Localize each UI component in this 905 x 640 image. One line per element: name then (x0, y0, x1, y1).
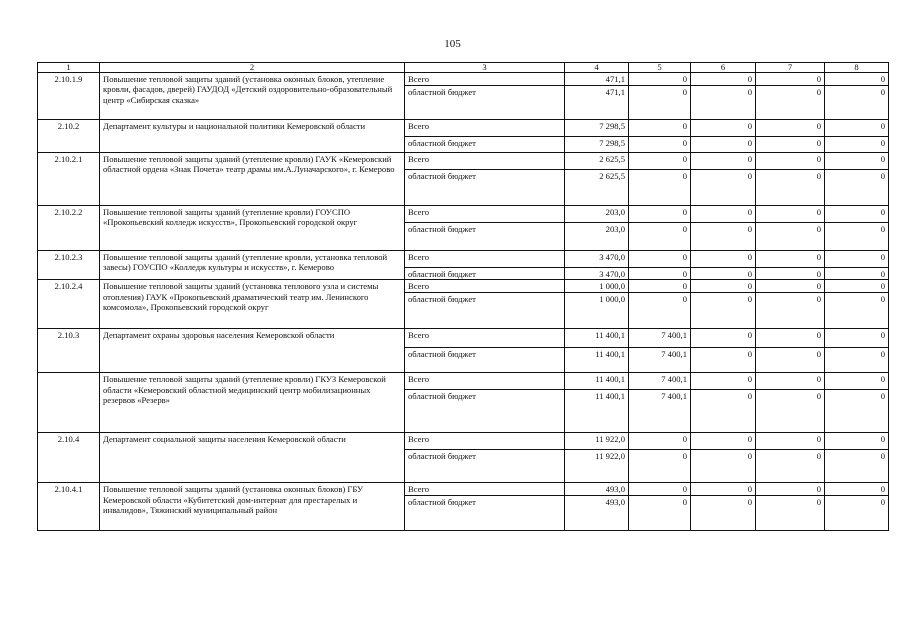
funding-source: областной бюджет (405, 86, 565, 120)
amount-cell: 0 (691, 120, 756, 137)
amount-cell: 0 (825, 73, 889, 86)
amount-cell: 11 400,1 (565, 348, 629, 373)
item-description: Повышение тепловой защиты зданий (установка теплового узла и системы отопления) ГАУК «Прокопьевский драматический театр им. Ленинского комсомола», Прокопьевский городской округ (100, 280, 405, 329)
amount-cell: 0 (825, 137, 889, 153)
amount-cell: 0 (756, 373, 825, 390)
amount-cell: 7 400,1 (629, 348, 691, 373)
col-header: 8 (825, 63, 889, 73)
funding-source: Всего (405, 280, 565, 293)
item-code: 2.10.4.1 (38, 483, 100, 530)
item-code: 2.10.2.2 (38, 206, 100, 251)
amount-cell: 0 (629, 280, 691, 293)
item-code: 2.10.1.9 (38, 73, 100, 120)
col-header: 2 (100, 63, 405, 73)
amount-cell: 0 (629, 120, 691, 137)
funding-source: областной бюджет (405, 137, 565, 153)
amount-cell: 0 (691, 280, 756, 293)
table-row (38, 373, 889, 390)
funding-source: Всего (405, 433, 565, 450)
amount-cell: 0 (756, 495, 825, 530)
amount-cell: 0 (756, 73, 825, 86)
amount-cell: 0 (756, 223, 825, 251)
amount-cell: 0 (756, 268, 825, 280)
item-code (38, 373, 100, 433)
table-row (38, 483, 889, 495)
amount-cell: 7 400,1 (629, 329, 691, 348)
table-row (38, 280, 889, 293)
amount-cell: 0 (691, 170, 756, 206)
amount-cell: 0 (756, 206, 825, 223)
amount-cell: 0 (756, 348, 825, 373)
amount-cell: 0 (629, 251, 691, 268)
amount-cell: 0 (756, 120, 825, 137)
funding-source: Всего (405, 251, 565, 268)
funding-source: Всего (405, 206, 565, 223)
amount-cell: 0 (629, 73, 691, 86)
item-code: 2.10.2.3 (38, 251, 100, 280)
amount-cell: 0 (756, 137, 825, 153)
header-row (38, 63, 889, 73)
funding-source: областной бюджет (405, 293, 565, 329)
funding-source: Всего (405, 120, 565, 137)
funding-source: областной бюджет (405, 390, 565, 433)
amount-cell: 0 (756, 329, 825, 348)
funding-source: Всего (405, 73, 565, 86)
amount-cell: 0 (691, 329, 756, 348)
amount-cell: 0 (756, 483, 825, 495)
amount-cell: 0 (691, 433, 756, 450)
amount-cell: 1 000,0 (565, 293, 629, 329)
amount-cell: 0 (825, 223, 889, 251)
item-description: Повышение тепловой защиты зданий (утепление кровли, установка тепловой завесы) ГОУСПО «Колледж культуры и искусств», г. Кемерово (100, 251, 405, 280)
amount-cell: 1 000,0 (565, 280, 629, 293)
amount-cell: 11 922,0 (565, 450, 629, 483)
amount-cell: 471,1 (565, 73, 629, 86)
amount-cell: 203,0 (565, 223, 629, 251)
item-description: Повышение тепловой защиты зданий (установка оконных блоков) ГБУ Кемеровской области «Кубитетский дом-интернат для престарелых и инвалидов», Тяжинский муниципальный район (100, 483, 405, 530)
item-description: Повышение тепловой защиты зданий (утепление кровли) ГАУК «Кемеровский областной ордена «Знак Почета» театр драмы им.А.Луначарского», г. Кемерово (100, 153, 405, 206)
amount-cell: 0 (825, 373, 889, 390)
amount-cell: 0 (691, 137, 756, 153)
funding-source: Всего (405, 153, 565, 170)
amount-cell: 0 (756, 450, 825, 483)
amount-cell: 7 298,5 (565, 120, 629, 137)
item-code: 2.10.2.1 (38, 153, 100, 206)
col-header: 6 (691, 63, 756, 73)
amount-cell: 0 (629, 170, 691, 206)
item-code: 2.10.3 (38, 329, 100, 373)
amount-cell: 0 (691, 390, 756, 433)
table-row (38, 153, 889, 170)
amount-cell: 7 400,1 (629, 373, 691, 390)
amount-cell: 471,1 (565, 86, 629, 120)
table-row (38, 433, 889, 450)
amount-cell: 0 (756, 293, 825, 329)
amount-cell: 0 (691, 293, 756, 329)
item-code: 2.10.4 (38, 433, 100, 483)
amount-cell: 493,0 (565, 483, 629, 495)
amount-cell: 0 (825, 390, 889, 433)
amount-cell: 0 (629, 137, 691, 153)
amount-cell: 0 (691, 86, 756, 120)
amount-cell: 0 (825, 433, 889, 450)
table-row (38, 329, 889, 348)
col-header: 3 (405, 63, 565, 73)
amount-cell: 0 (691, 268, 756, 280)
amount-cell: 2 625,5 (565, 170, 629, 206)
col-header: 1 (38, 63, 100, 73)
amount-cell: 0 (825, 120, 889, 137)
table-body (38, 73, 889, 531)
amount-cell: 0 (629, 223, 691, 251)
amount-cell: 0 (825, 483, 889, 495)
amount-cell: 0 (825, 293, 889, 329)
amount-cell: 11 400,1 (565, 373, 629, 390)
amount-cell: 0 (629, 433, 691, 450)
amount-cell: 0 (691, 450, 756, 483)
amount-cell: 0 (691, 483, 756, 495)
amount-cell: 0 (756, 433, 825, 450)
amount-cell: 0 (825, 153, 889, 170)
col-header: 7 (756, 63, 825, 73)
amount-cell: 0 (691, 73, 756, 86)
amount-cell: 2 625,5 (565, 153, 629, 170)
amount-cell: 0 (756, 153, 825, 170)
amount-cell: 0 (629, 268, 691, 280)
amount-cell: 11 922,0 (565, 433, 629, 450)
amount-cell: 493,0 (565, 495, 629, 530)
amount-cell: 7 400,1 (629, 390, 691, 433)
amount-cell: 0 (629, 206, 691, 223)
funding-source: областной бюджет (405, 223, 565, 251)
amount-cell: 0 (691, 206, 756, 223)
page-number: 105 (444, 38, 461, 50)
item-code: 2.10.2.4 (38, 280, 100, 329)
amount-cell: 0 (756, 86, 825, 120)
funding-source: Всего (405, 373, 565, 390)
amount-cell: 0 (756, 280, 825, 293)
amount-cell: 0 (691, 373, 756, 390)
amount-cell: 0 (825, 450, 889, 483)
funding-source: областной бюджет (405, 268, 565, 280)
amount-cell: 3 470,0 (565, 251, 629, 268)
amount-cell: 0 (756, 251, 825, 268)
funding-source: Всего (405, 329, 565, 348)
amount-cell: 0 (825, 280, 889, 293)
funding-source: Всего (405, 483, 565, 495)
amount-cell: 0 (691, 348, 756, 373)
amount-cell: 203,0 (565, 206, 629, 223)
funding-source: областной бюджет (405, 495, 565, 530)
amount-cell: 11 400,1 (565, 390, 629, 433)
amount-cell: 0 (629, 153, 691, 170)
table-row (38, 73, 889, 86)
amount-cell: 0 (825, 251, 889, 268)
amount-cell: 3 470,0 (565, 268, 629, 280)
amount-cell: 0 (629, 483, 691, 495)
amount-cell: 0 (629, 293, 691, 329)
amount-cell: 11 400,1 (565, 329, 629, 348)
amount-cell: 0 (756, 170, 825, 206)
funding-source: областной бюджет (405, 170, 565, 206)
amount-cell: 0 (691, 251, 756, 268)
table-row (38, 251, 889, 268)
item-description: Повышение тепловой защиты зданий (утепление кровли) ГКУЗ Кемеровской области «Кемеровский областной медицинский центр мобилизационных резервов «Резерв» (100, 373, 405, 433)
funding-source: областной бюджет (405, 348, 565, 373)
amount-cell: 0 (825, 268, 889, 280)
item-description: Повышение тепловой защиты зданий (утепление кровли) ГОУСПО «Прокопьевский колледж искусств», Прокопьевский городской округ (100, 206, 405, 251)
col-header: 4 (565, 63, 629, 73)
col-header: 5 (629, 63, 691, 73)
amount-cell: 0 (756, 390, 825, 433)
amount-cell: 0 (825, 348, 889, 373)
amount-cell: 0 (691, 495, 756, 530)
amount-cell: 0 (825, 329, 889, 348)
item-description: Департамент охраны здоровья населения Кемеровской области (100, 329, 405, 373)
amount-cell: 0 (691, 223, 756, 251)
amount-cell: 0 (825, 86, 889, 120)
amount-cell: 7 298,5 (565, 137, 629, 153)
amount-cell: 0 (825, 170, 889, 206)
item-code: 2.10.2 (38, 120, 100, 153)
item-description: Департамент культуры и национальной политики Кемеровской области (100, 120, 405, 153)
table-row (38, 206, 889, 223)
amount-cell: 0 (629, 86, 691, 120)
amount-cell: 0 (825, 495, 889, 530)
table-row (38, 120, 889, 137)
item-description: Департамент социальной защиты населения Кемеровской области (100, 433, 405, 483)
amount-cell: 0 (691, 153, 756, 170)
funding-source: областной бюджет (405, 450, 565, 483)
item-description: Повышение тепловой защиты зданий (установка оконных блоков, утепление кровли, фасадов, дверей) ГАУДОД «Детский оздоровительно-образовательный центр «Сибирская сказка» (100, 73, 405, 120)
amount-cell: 0 (629, 495, 691, 530)
amount-cell: 0 (629, 450, 691, 483)
amount-cell: 0 (825, 206, 889, 223)
budget-table (37, 62, 889, 531)
